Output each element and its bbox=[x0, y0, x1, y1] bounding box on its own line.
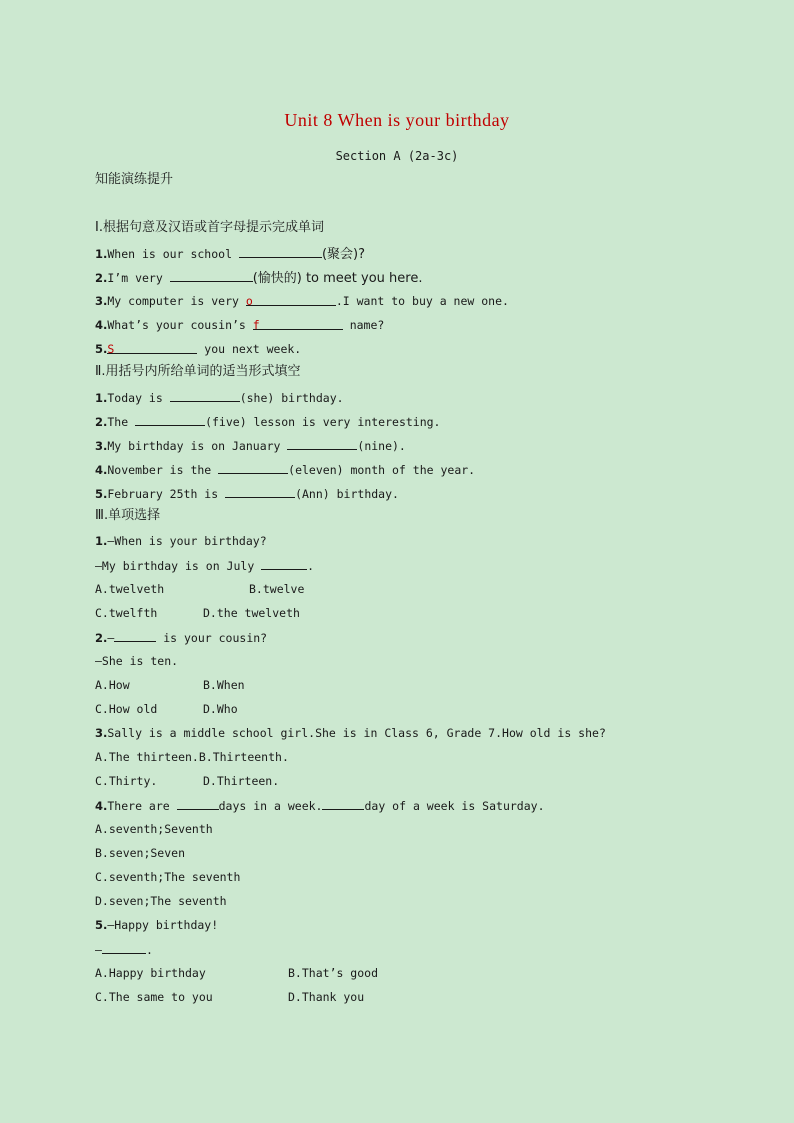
option-a[interactable]: A.The thirteen. bbox=[95, 750, 199, 764]
q2-options-row1 bbox=[95, 677, 245, 693]
option-b[interactable]: B.twelve bbox=[249, 582, 305, 596]
q1-response: —My birthday is on July . bbox=[95, 559, 315, 573]
option-a[interactable]: A.Happy birthday bbox=[95, 966, 206, 980]
part2-item-3: 3.My birthday is on January (nine). bbox=[95, 439, 406, 453]
option-a[interactable]: A.twelveth bbox=[95, 582, 165, 596]
part2-item-1: 1.Today is (she) birthday. bbox=[95, 391, 344, 405]
answer-blank[interactable] bbox=[261, 557, 307, 570]
option-b[interactable]: B.That’s good bbox=[288, 966, 379, 980]
q4-stem: 4.There are days in a week. day of a week is Saturday. bbox=[95, 799, 545, 813]
part2-item-5: 5.February 25th is (Ann) birthday. bbox=[95, 487, 399, 501]
q3-options-row2 bbox=[95, 773, 279, 789]
q1-stem: 1.—When is your birthday? bbox=[95, 534, 267, 548]
initial-letter-hint: S bbox=[107, 342, 115, 356]
option-c[interactable]: C.Thirty. bbox=[95, 774, 158, 788]
part2-item-2: 2.The (five) lesson is very interesting. bbox=[95, 415, 441, 429]
q2-response: —She is ten. bbox=[95, 654, 179, 668]
section-heading: 知能演练提升 bbox=[95, 172, 174, 187]
option-b[interactable]: B.seven;Seven bbox=[95, 846, 186, 860]
option-c[interactable]: C.seventh;The seventh bbox=[95, 870, 241, 884]
answer-blank[interactable] bbox=[239, 245, 322, 258]
initial-letter-hint: o bbox=[245, 294, 253, 308]
option-b[interactable]: B.Thirteenth. bbox=[198, 750, 289, 764]
option-d[interactable]: D.Thank you bbox=[288, 990, 365, 1004]
option-a[interactable]: A.seventh;Seventh bbox=[95, 822, 213, 836]
answer-blank[interactable] bbox=[322, 797, 364, 810]
part1-item-3: 3.My computer is very o .I want to buy a new one. bbox=[95, 294, 509, 308]
q5-options-row1 bbox=[95, 965, 378, 981]
part1-heading: Ⅰ.根据句意及汉语或首字母提示完成单词 bbox=[95, 220, 324, 235]
answer-blank[interactable] bbox=[135, 413, 205, 426]
part1-item-1: 1.When is our school (聚会)? bbox=[95, 247, 365, 262]
answer-blank[interactable] bbox=[114, 629, 156, 642]
q2-options-row2 bbox=[95, 701, 238, 717]
part1-item-5: 5.S you next week. bbox=[95, 342, 302, 356]
part1-item-2: 2.I’m very (愉快的) to meet you here. bbox=[95, 271, 423, 286]
answer-blank[interactable] bbox=[102, 941, 146, 954]
answer-blank[interactable] bbox=[253, 317, 343, 330]
q2-stem: 2.— is your cousin? bbox=[95, 631, 268, 645]
answer-blank[interactable] bbox=[177, 797, 219, 810]
q1-options-row1 bbox=[95, 581, 304, 597]
q3-options-row1 bbox=[95, 749, 289, 765]
answer-blank[interactable] bbox=[287, 437, 357, 450]
option-d[interactable]: D.Who bbox=[203, 702, 238, 716]
page-title: Unit 8 When is your birthday bbox=[284, 110, 510, 130]
answer-blank[interactable] bbox=[107, 341, 197, 354]
part2-heading: Ⅱ.用括号内所给单词的适当形式填空 bbox=[95, 364, 301, 379]
answer-blank[interactable] bbox=[170, 269, 253, 282]
option-b[interactable]: B.When bbox=[203, 678, 245, 692]
item-number: 1. bbox=[95, 247, 108, 261]
section-subtitle: Section A (2a-3c) bbox=[335, 149, 459, 163]
part1-item-4: 4.What’s your cousin’s f name? bbox=[95, 318, 385, 332]
q3-stem: 3.Sally is a middle school girl.She is in Class 6, Grade 7.How old is she? bbox=[95, 726, 606, 740]
q5-response: — . bbox=[95, 943, 153, 957]
q5-options-row2 bbox=[95, 989, 364, 1005]
q1-options-row2 bbox=[95, 605, 300, 621]
q5-stem: 5.—Happy birthday! bbox=[95, 918, 219, 932]
option-c[interactable]: C.How old bbox=[95, 702, 158, 716]
part2-item-4: 4.November is the (eleven) month of the year. bbox=[95, 463, 476, 477]
option-a[interactable]: A.How bbox=[95, 678, 130, 692]
answer-blank[interactable] bbox=[218, 461, 288, 474]
answer-blank[interactable] bbox=[246, 293, 336, 306]
option-d[interactable]: D.seven;The seventh bbox=[95, 894, 227, 908]
option-c[interactable]: C.twelfth bbox=[95, 606, 158, 620]
option-c[interactable]: C.The same to you bbox=[95, 990, 213, 1004]
part3-heading: Ⅲ.单项选择 bbox=[95, 508, 161, 523]
option-d[interactable]: D.Thirteen. bbox=[203, 774, 280, 788]
answer-blank[interactable] bbox=[225, 485, 295, 498]
option-d[interactable]: D.the twelveth bbox=[203, 606, 300, 620]
answer-blank[interactable] bbox=[170, 389, 240, 402]
initial-letter-hint: f bbox=[252, 318, 260, 332]
